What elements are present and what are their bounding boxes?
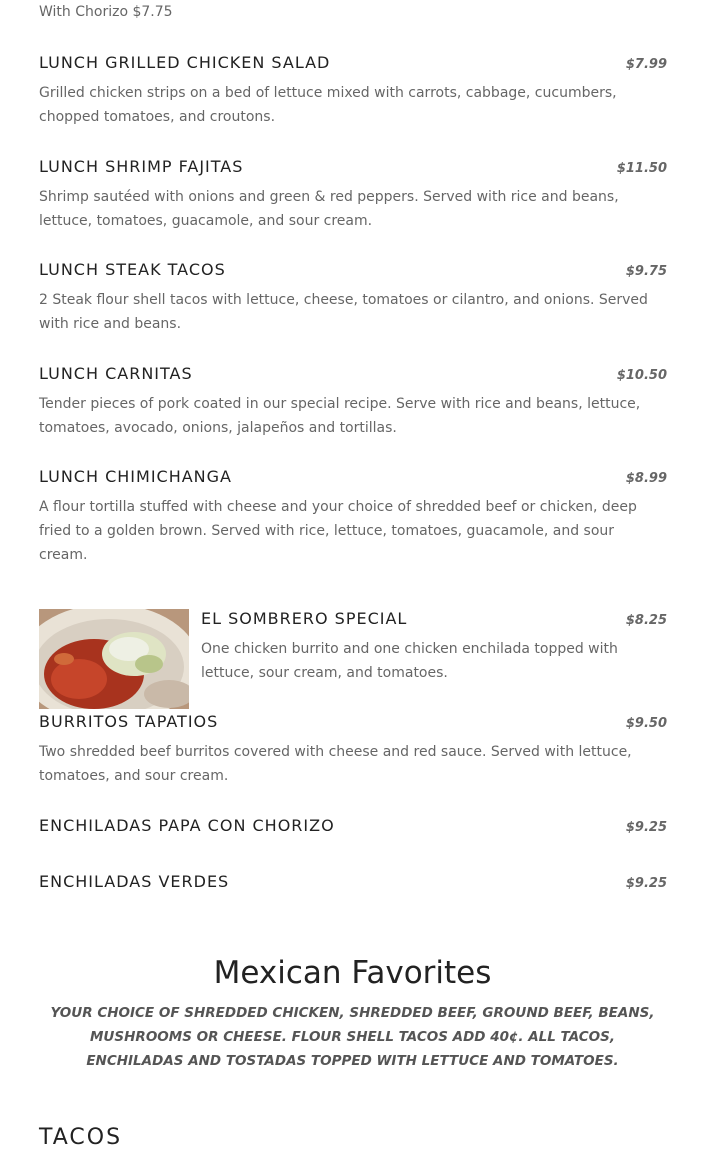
dish-photo[interactable] — [39, 609, 189, 709]
menu-item — [39, 712, 667, 788]
item-description: Shrimp sautéed with onions and green & red peppers. Served with rice and beans, lettuce, tomatoes, guacamole, and sour cream. — [39, 189, 619, 229]
menu-item — [39, 157, 667, 233]
section-subtitle: YOUR CHOICE OF SHREDDED CHICKEN, SHREDDED BEEF, GROUND BEEF, BEANS, MUSHROOMS OR CHEESE. FLOUR SHELL TACOS ADD 40¢. ALL TACOS, ENCHILADAS AND TOSTADAS TOPPED WITH LETTUCE AND TOMATOES. — [50, 1005, 655, 1069]
section-title: Mexican Favorites — [213, 955, 492, 991]
menu-item — [39, 260, 667, 336]
menu-item-with-photo — [39, 609, 667, 685]
item-description: 2 Steak flour shell tacos with lettuce, cheese, tomatoes or cilantro, and onions. Served with rice and beans. — [39, 292, 648, 332]
item-price: $9.25 — [625, 820, 667, 835]
menu-item — [39, 467, 667, 567]
menu-item — [39, 872, 667, 892]
item-name: ENCHILADAS VERDES — [39, 872, 230, 891]
item-description: One chicken burrito and one chicken enchilada topped with lettuce, sour cream, and tomatoes. — [201, 641, 618, 681]
item-price: $9.25 — [625, 876, 667, 891]
item-description: Two shredded beef burritos covered with cheese and red sauce. Served with lettuce, tomatoes, and sour cream. — [39, 744, 632, 784]
item-name: LUNCH SHRIMP FAJITAS — [39, 157, 244, 176]
dish-photo-image — [39, 609, 189, 709]
item-name: LUNCH CHIMICHANGA — [39, 467, 232, 486]
item-name: LUNCH GRILLED CHICKEN SALAD — [39, 53, 331, 72]
next-section-heading: TACOS — [39, 1125, 123, 1150]
menu-item — [39, 816, 667, 836]
previous-item-note: With Chorizo $7.75 — [39, 4, 173, 20]
item-name: BURRITOS TAPATIOS — [39, 712, 219, 731]
item-price: $8.99 — [625, 471, 667, 486]
item-name: LUNCH STEAK TACOS — [39, 260, 226, 279]
item-price: $9.50 — [625, 716, 667, 731]
item-description: Tender pieces of pork coated in our special recipe. Serve with rice and beans, lettuce, tomatoes, avocado, onions, jalapeños and tortillas. — [39, 396, 641, 436]
item-price: $10.50 — [616, 368, 667, 383]
item-name: ENCHILADAS PAPA CON CHORIZO — [39, 816, 335, 835]
item-price: $7.99 — [625, 57, 667, 72]
item-price: $9.75 — [625, 264, 667, 279]
menu-item — [39, 53, 667, 129]
item-description: A flour tortilla stuffed with cheese and your choice of shredded beef or chicken, deep fried to a golden brown. Served with rice, lettuce, tomatoes, guacamole, and sour cream. — [39, 499, 637, 563]
item-name: EL SOMBRERO SPECIAL — [201, 609, 408, 628]
item-name: LUNCH CARNITAS — [39, 364, 193, 383]
menu-item — [39, 364, 667, 440]
item-price: $11.50 — [616, 161, 667, 176]
item-description: Grilled chicken strips on a bed of lettuce mixed with carrots, cabbage, cucumbers, chopped tomatoes, and croutons. — [39, 85, 617, 125]
item-price: $8.25 — [625, 613, 667, 628]
